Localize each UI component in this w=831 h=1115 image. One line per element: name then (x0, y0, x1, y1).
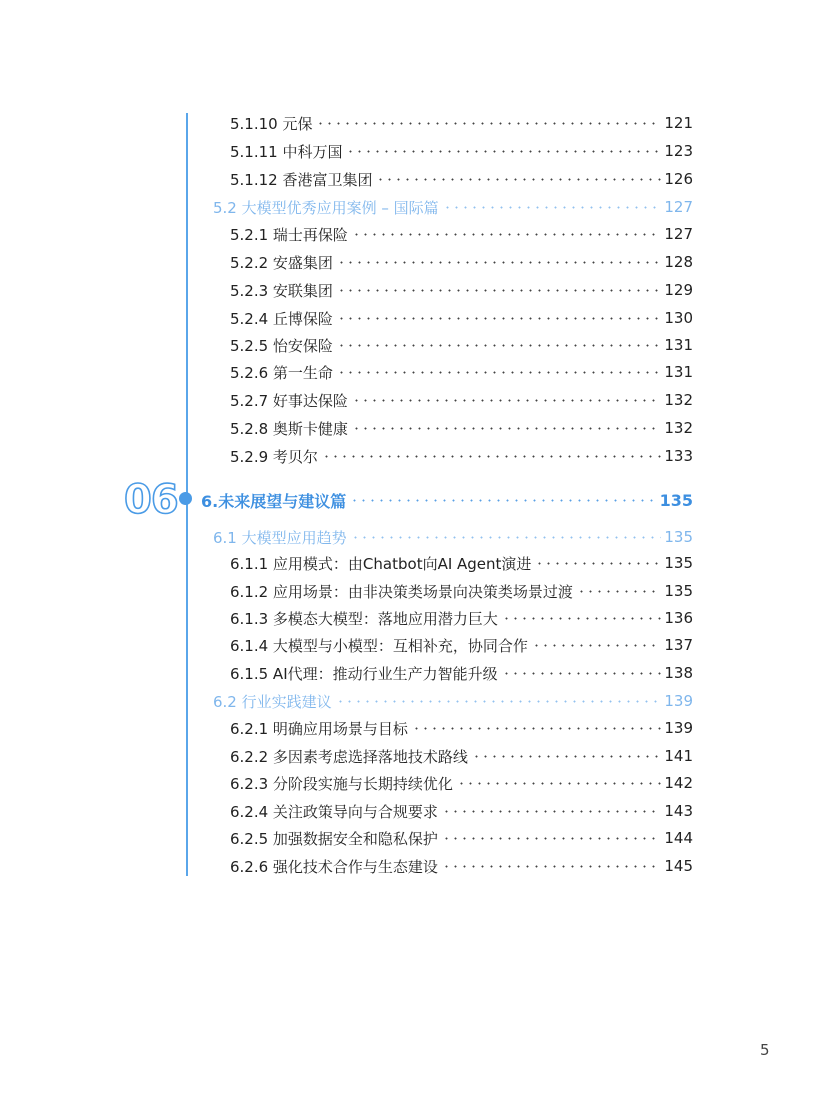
toc-entry-page: 135 (664, 582, 693, 600)
toc-subsection-entry[interactable] (230, 279, 693, 301)
toc-subsection-entry[interactable] (230, 445, 693, 467)
page-number: 5 (760, 1041, 770, 1059)
toc-entry-title: 5.2.6 第一生命 (230, 363, 333, 382)
toc-subsection-entry[interactable] (230, 334, 693, 356)
dot-leader (442, 810, 661, 813)
dot-leader (316, 122, 661, 125)
toc-subsection-entry[interactable] (230, 307, 693, 329)
dot-leader (351, 536, 662, 539)
toc-entry-page: 131 (664, 363, 693, 381)
toc-entry-page: 127 (664, 198, 693, 216)
toc-section-entry[interactable] (213, 196, 693, 218)
toc-entry-title: 5.2.3 安联集团 (230, 281, 333, 300)
toc-entry-page: 144 (664, 829, 693, 847)
dot-leader (577, 590, 661, 593)
toc-subsection-entry[interactable] (230, 168, 693, 190)
toc-subsection-entry[interactable] (230, 112, 693, 134)
toc-entry-page: 126 (664, 170, 693, 188)
toc-entry-title: 6.2.2 多因素考虑选择落地技术路线 (230, 747, 468, 766)
toc-subsection-entry[interactable] (230, 223, 693, 245)
toc-entry-page: 131 (664, 336, 693, 354)
dot-leader (337, 371, 661, 374)
toc-subsection-entry[interactable] (230, 389, 693, 411)
toc-entry-page: 127 (664, 225, 693, 243)
dot-leader (352, 427, 661, 430)
toc-subsection-entry[interactable] (230, 772, 693, 794)
toc-entry-title: 5.2.9 考贝尔 (230, 447, 318, 466)
toc-entry-page: 123 (664, 142, 693, 160)
dot-leader (442, 865, 661, 868)
dot-leader (352, 233, 661, 236)
toc-entry-page: 142 (664, 774, 693, 792)
toc-entry-page: 130 (664, 309, 693, 327)
toc-entry-title: 5.2.4 丘博保险 (230, 309, 333, 328)
toc-entry-page: 135 (659, 490, 693, 510)
toc-entry-title: 5.2.8 奥斯卡健康 (230, 419, 348, 438)
dot-leader (412, 727, 661, 730)
toc-entry-title: 6.2.6 强化技术合作与生态建设 (230, 857, 438, 876)
toc-entry-title: 6.1.5 AI代理：推动行业生产力智能升级 (230, 664, 498, 683)
toc-subsection-entry[interactable] (230, 361, 693, 383)
toc-entry-title: 6.1.1 应用模式：由Chatbot向AI Agent演进 (230, 554, 532, 573)
toc-entry-title: 5.2.5 怡安保险 (230, 336, 333, 355)
dot-leader (535, 562, 661, 565)
toc-entry-title: 6.1.4 大模型与小模型：互相补充，协同合作 (230, 636, 528, 655)
toc-entry-title: 6.2 行业实践建议 (213, 692, 332, 711)
toc-entry-page: 139 (664, 692, 693, 710)
toc-subsection-entry[interactable] (230, 140, 693, 162)
toc-entry-title: 6.2.4 关注政策导向与合规要求 (230, 802, 438, 821)
toc-section-entry[interactable] (213, 526, 693, 548)
toc-subsection-entry[interactable] (230, 634, 693, 656)
dot-leader (346, 150, 661, 153)
toc-entry-title: 6.1 大模型应用趋势 (213, 528, 347, 547)
toc-chapter-entry[interactable] (201, 489, 693, 511)
dot-leader (336, 700, 662, 703)
toc-subsection-entry[interactable] (230, 717, 693, 739)
dot-leader (457, 782, 661, 785)
dot-leader (502, 617, 661, 620)
toc-subsection-entry[interactable] (230, 580, 693, 602)
toc-entry-title: 6.2.1 明确应用场景与目标 (230, 719, 408, 738)
toc-subsection-entry[interactable] (230, 855, 693, 877)
toc-entry-page: 135 (664, 528, 693, 546)
toc-entry-page: 145 (664, 857, 693, 875)
dot-leader (532, 644, 661, 647)
dot-leader (322, 455, 661, 458)
toc-entry-title: 5.2 大模型优秀应用案例 – 国际篇 (213, 198, 439, 217)
toc-entry-title: 5.2.2 安盛集团 (230, 253, 333, 272)
toc-subsection-entry[interactable] (230, 662, 693, 684)
toc-entry-page: 138 (664, 664, 693, 682)
toc-entry-title: 5.1.12 香港富卫集团 (230, 170, 373, 189)
toc-subsection-entry[interactable] (230, 745, 693, 767)
toc-entry-page: 143 (664, 802, 693, 820)
dot-leader (442, 837, 661, 840)
toc-entry-title: 5.2.7 好事达保险 (230, 391, 348, 410)
dot-leader (350, 499, 656, 502)
toc-entry-title: 6.未来展望与建议篇 (201, 491, 347, 511)
toc-entry-title: 6.2.5 加强数据安全和隐私保护 (230, 829, 438, 848)
toc-entry-page: 132 (664, 419, 693, 437)
dot-leader (376, 178, 661, 181)
toc-entry-page: 135 (664, 554, 693, 572)
dot-leader (472, 755, 661, 758)
toc-subsection-entry[interactable] (230, 607, 693, 629)
toc-entry-title: 5.1.11 中科万国 (230, 142, 343, 161)
toc-entry-title: 5.1.10 元保 (230, 114, 313, 133)
dot-leader (352, 399, 661, 402)
toc-entry-title: 5.2.1 瑞士再保险 (230, 225, 348, 244)
toc-entry-title: 6.1.3 多模态大模型：落地应用潜力巨大 (230, 609, 498, 628)
dot-leader (337, 317, 661, 320)
chapter-number: 06 (124, 477, 178, 523)
chapter-bullet-icon (179, 492, 192, 505)
toc-subsection-entry[interactable] (230, 417, 693, 439)
toc-entry-page: 137 (664, 636, 693, 654)
toc-entry-page: 141 (664, 747, 693, 765)
dot-leader (443, 206, 662, 209)
toc-subsection-entry[interactable] (230, 800, 693, 822)
toc-entry-page: 129 (664, 281, 693, 299)
dot-leader (337, 344, 661, 347)
dot-leader (337, 289, 661, 292)
toc-subsection-entry[interactable] (230, 552, 693, 574)
toc-entry-page: 139 (664, 719, 693, 737)
toc-subsection-entry[interactable] (230, 251, 693, 273)
toc-subsection-entry[interactable] (230, 827, 693, 849)
toc-section-entry[interactable] (213, 690, 693, 712)
toc-entry-title: 6.1.2 应用场景：由非决策类场景向决策类场景过渡 (230, 582, 573, 601)
dot-leader (502, 672, 662, 675)
toc-entry-page: 121 (664, 114, 693, 132)
toc-entry-page: 133 (664, 447, 693, 465)
dot-leader (337, 261, 661, 264)
toc-entry-page: 128 (664, 253, 693, 271)
toc-entry-title: 6.2.3 分阶段实施与长期持续优化 (230, 774, 453, 793)
toc-entry-page: 136 (664, 609, 693, 627)
toc-entry-page: 132 (664, 391, 693, 409)
